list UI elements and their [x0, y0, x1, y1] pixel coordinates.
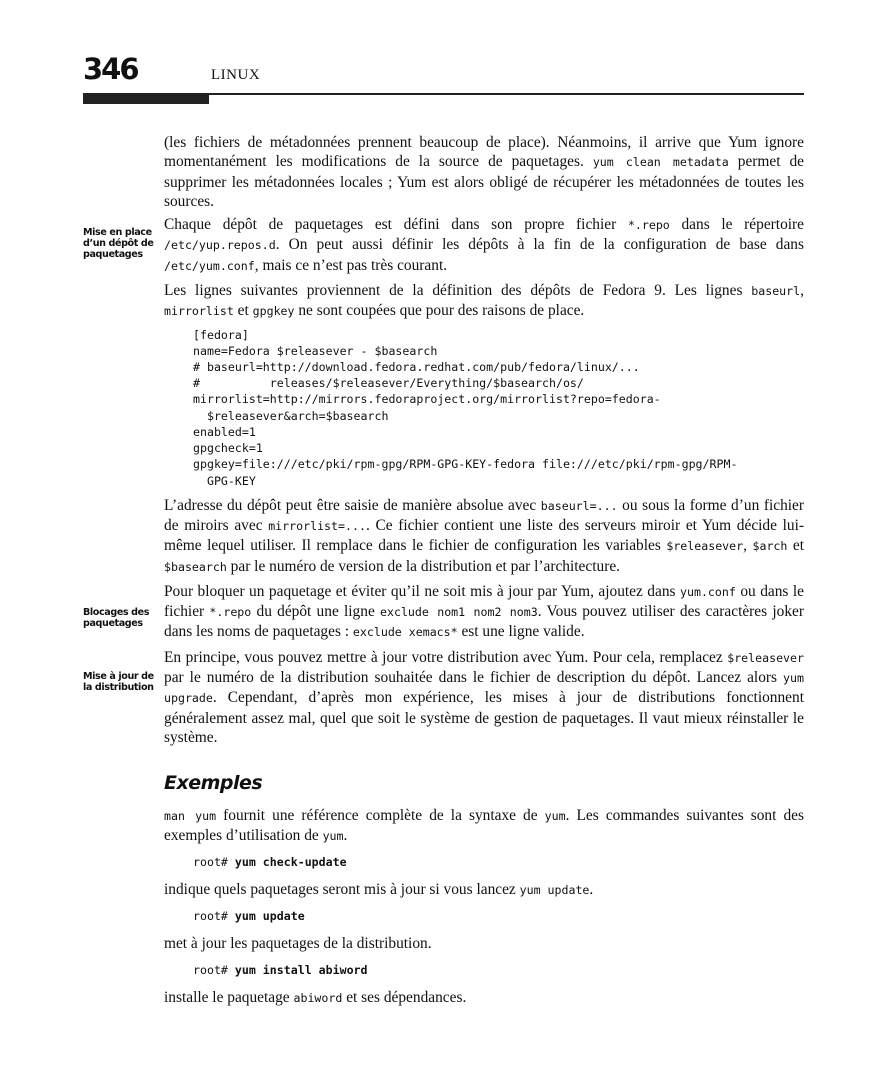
text: Chaque dépôt de paquetages est défini dans son propre fichier [164, 216, 628, 234]
text: du dépôt une ligne [251, 603, 380, 621]
inline-code: yum update [519, 883, 590, 898]
text: En principe, vous pouvez mettre à jour votre distribution avec Yum. Pour cela, remplacez [164, 648, 728, 666]
command-text: yum check-update [234, 855, 347, 870]
inline-code: $releasever [727, 650, 804, 665]
text: ne sont coupées que pour des raisons de place. [294, 302, 585, 320]
inline-code: exclude nom1 nom2 nom3 [380, 605, 538, 620]
inline-code: /etc/yup.repos.d [164, 238, 276, 253]
text: permet de supprimer les métadonnées locales ; Yum est alors obligé de récupérer les métadonnées de toutes les sources. [164, 153, 804, 210]
text: Pour bloquer un paquetage et éviter qu’il ne soit mis à jour par Yum, ajoutez dans [164, 582, 680, 600]
paragraph-examples-intro [164, 806, 804, 847]
inline-code: *.repo [627, 218, 670, 233]
inline-code: exclude xemacs* [352, 625, 458, 640]
text: et [787, 537, 804, 555]
inline-code: man yum [164, 808, 217, 823]
inline-code: $basearch [164, 559, 227, 574]
prompt: root# [193, 909, 235, 924]
inline-code: mirrorlist [164, 304, 234, 319]
text: installe le paquetage [164, 988, 294, 1006]
inline-code: $releasever [666, 539, 744, 554]
paragraph-install-desc [164, 988, 804, 1008]
prompt: root# [193, 962, 235, 977]
inline-code: abiword [293, 990, 343, 1005]
command-install-abiword [193, 962, 804, 978]
inline-code: yum.conf [680, 584, 736, 599]
paragraph-metadata [164, 133, 804, 211]
margin-note-mise-a-jour: Mise à jour de la distribution [83, 671, 154, 693]
margin-note-depot: Mise en place d’un dépôt de paquetages [83, 227, 154, 260]
text: L’adresse du dépôt peut être saisie de manière absolue avec [164, 496, 541, 514]
text: dans le répertoire [669, 216, 804, 234]
inline-code: /etc/yum.conf [164, 258, 255, 273]
text: . Vous pouvez utiliser des caractères joker dans les noms de paquetages : [164, 603, 804, 641]
text: . Les commandes suivantes sont des exemples d’utilisation de [164, 806, 804, 844]
paragraph-upgrade [164, 648, 804, 747]
paragraph-check-update-desc [164, 880, 804, 900]
text: ou sous la forme d’un fichier de miroirs avec [164, 496, 804, 534]
text: par le numéro de version de la distribution et par l’architecture. [226, 557, 620, 575]
text: . [343, 826, 348, 844]
command-check-update [193, 854, 804, 870]
inline-code: baseurl=... [540, 498, 618, 513]
running-title: LINUX [211, 67, 261, 83]
text: fournit une référence complète de la syntaxe de [216, 806, 545, 824]
inline-code: baseurl [751, 284, 801, 299]
code-block-fedora-repo: [fedora] name=Fedora $releasever - $basearch # baseurl=http://download.fedora.redhat.com/pub/fedora/linux/... # releases/$releasever/Everything/$basearch/os/ mirrorlist=http://mirrors.fedoraproject.org/mirrorlist?repo=fedora- $releasever&arch=$basearch enabled=1 gpgcheck=1 gpgkey=file:///etc/pki/rpm-gpg/RPM-GPG-KEY-fedora file:///etc/pki/rpm-gpg/RPM- GPG-KEY [193, 327, 738, 488]
main-text [164, 133, 804, 1013]
text: . On peut aussi définir les dépôts à la fin de la configuration de base dans [275, 236, 804, 254]
text: et ses dépendances. [342, 988, 467, 1006]
text: , [743, 537, 753, 555]
inline-code: yum [544, 808, 566, 823]
text: , mais ce n’est pas très courant. [254, 256, 448, 274]
text: . Cependant, d’après mon expérience, les mises à jour de distributions fonctionnent généralement assez mal, quel que soit le système de gestion de paquetages. Il vaut mieux réinstaller le système. [164, 689, 804, 746]
command-update [193, 908, 804, 924]
text: . Ce fichier contient une liste des serveurs miroir et Yum décide lui-même lequel utiliser. Il remplace dans le fichier de configuration les variables [164, 517, 804, 555]
paragraph-fedora-lines [164, 281, 804, 322]
paragraph-update-desc [164, 934, 804, 953]
inline-code: yum clean metadata [592, 155, 729, 170]
text: par le numéro de la distribution souhaitée dans le fichier de description du dépôt. Lancez alors [164, 669, 784, 687]
text: (les fichiers de métadonnées prennent beaucoup de place). Néanmoins, il arrive que Yum ignore momentanément les modifications de la source de paquetages. [164, 134, 804, 171]
inline-code: gpgkey [252, 304, 295, 319]
text: indique quels paquetages seront mis à jour si vous lancez [164, 881, 520, 899]
inline-code: yum upgrade [164, 671, 804, 706]
text: ou dans le fichier [164, 582, 804, 621]
paragraph-repo-address [164, 496, 804, 577]
margin-note-blocages: Blocages des paquetages [83, 607, 150, 629]
command-text: yum update [234, 909, 305, 924]
text: est une ligne valide. [457, 623, 585, 641]
inline-code: *.repo [209, 605, 252, 620]
inline-code: yum [322, 828, 344, 843]
text: , [800, 282, 804, 300]
command-text: yum install abiword [234, 962, 368, 977]
paragraph-repo-definition [164, 215, 804, 276]
text: . [589, 881, 594, 899]
paragraph-blocking [164, 582, 804, 643]
page-number: 346 [83, 52, 138, 86]
text: Les lignes suivantes proviennent de la définition des dépôts de Fedora 9. Les lignes [164, 282, 752, 300]
text: et [233, 302, 253, 320]
header-tab-bar [83, 95, 209, 104]
inline-code: mirrorlist=... [268, 519, 366, 533]
prompt: root# [193, 855, 235, 870]
section-heading: Exemples [164, 772, 263, 795]
inline-code: $arch [752, 539, 788, 554]
text: met à jour les paquetages de la distribution. [164, 935, 432, 953]
